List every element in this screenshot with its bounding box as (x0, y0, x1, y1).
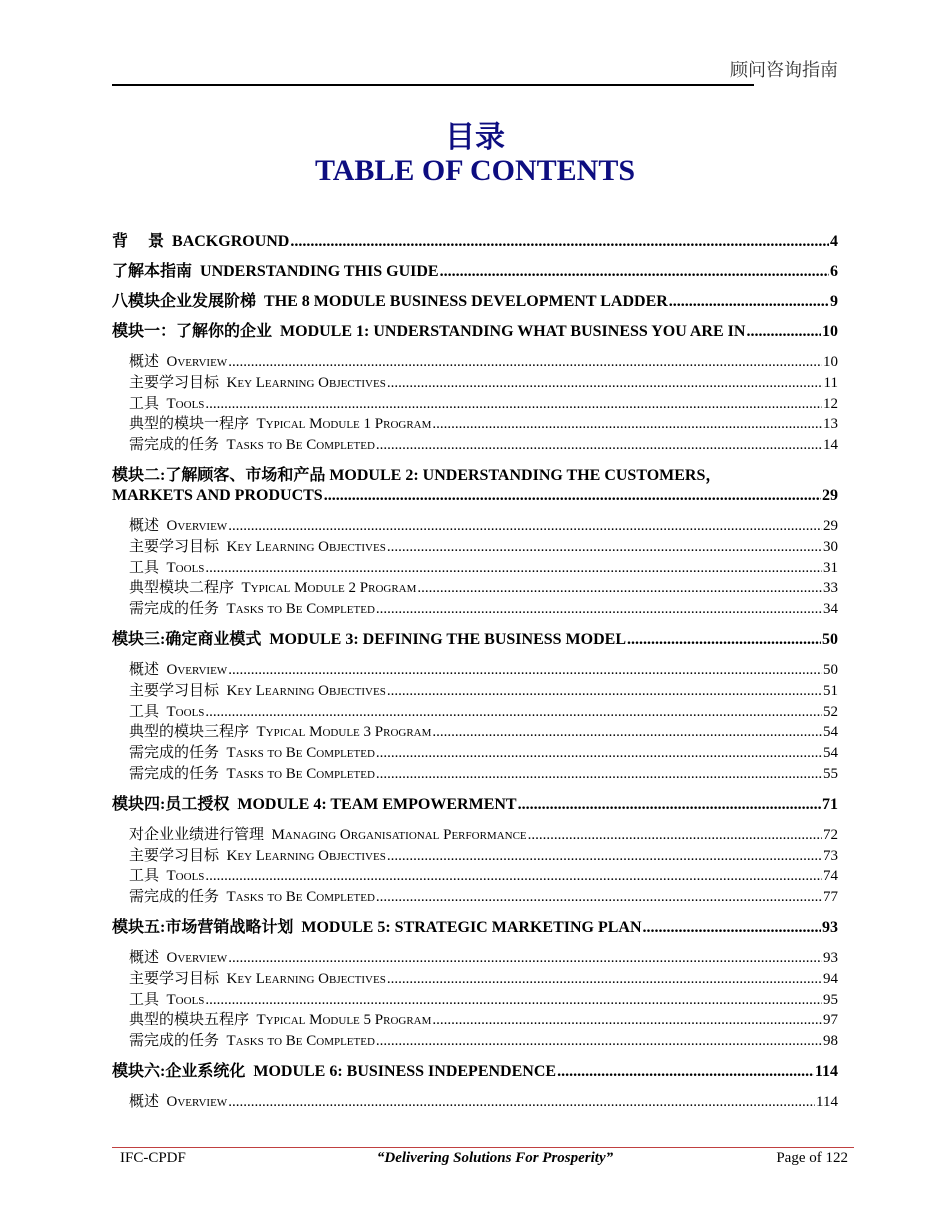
subentry-page: 73 (823, 847, 838, 864)
subentry-page: 55 (823, 765, 838, 782)
subentry-cn: 概述 (129, 354, 160, 370)
subentry-en: Tasks to Be Completed (226, 437, 375, 454)
toc-subentry[interactable] (112, 578, 838, 599)
subentry-page: 93 (823, 949, 838, 966)
toc-subentry[interactable] (112, 969, 838, 990)
subentry-en: Tools (166, 703, 205, 720)
subentry-page: 98 (823, 1033, 838, 1050)
subentry-en: Tasks to Be Completed (226, 601, 375, 618)
dot-leader (627, 630, 821, 650)
subentry-cn: 对企业业绩进行管理 (129, 826, 265, 843)
dot-leader (376, 887, 822, 908)
dot-leader (387, 969, 822, 990)
toc-subentries-module-3 (112, 660, 838, 785)
subentry-page: 10 (823, 354, 838, 370)
toc-subentry[interactable] (112, 681, 838, 702)
dot-leader (228, 516, 822, 537)
subentry-en: Overview (166, 661, 228, 678)
toc-subentry[interactable] (112, 764, 838, 785)
subentry-en: Tasks to Be Completed (226, 765, 375, 782)
subentry-en: Tasks to Be Completed (226, 889, 375, 906)
subentry-cn: 概述 (129, 517, 160, 534)
toc-entry-module-3[interactable] (112, 630, 838, 650)
toc-page-number: 10 (822, 323, 838, 340)
subentry-cn: 典型模块二程序 (129, 580, 235, 597)
subentry-cn: 概述 (129, 661, 160, 678)
toc-entry-en: MODULE 1: UNDERSTANDING WHAT BUSINESS YOU ARE IN (280, 323, 746, 340)
toc-subentry[interactable] (112, 435, 838, 456)
dot-leader (205, 990, 822, 1011)
subentry-en: Overview (166, 517, 228, 534)
toc-subentries-module-6 (112, 1092, 838, 1113)
subentry-cn: 需完成的任务 (129, 765, 220, 782)
subentry-page: 95 (823, 991, 838, 1008)
toc-subentry[interactable] (112, 1031, 838, 1052)
toc-subentry[interactable] (112, 558, 838, 579)
toc-entry-line-2: MARKETS AND PRODUCTS (112, 486, 323, 504)
subentry-cn: 工具 (129, 395, 160, 412)
toc-title-chinese: 目录 (445, 121, 505, 154)
subentry-page: 29 (823, 517, 838, 534)
dot-leader (205, 394, 822, 415)
subentry-cn: 概述 (129, 1093, 160, 1110)
toc-entry-cn: 模块六:企业系统化 (112, 1062, 246, 1080)
dot-leader (205, 866, 822, 887)
dot-leader (205, 558, 822, 579)
header-rule (112, 84, 754, 86)
subentry-page: 54 (823, 724, 838, 741)
dot-leader (376, 1031, 822, 1052)
toc-entry-cn: 八模块企业发展阶梯 (112, 293, 257, 310)
subentry-page: 30 (823, 538, 838, 555)
dot-leader (290, 232, 829, 252)
subentry-en: Typical Module 2 Program (241, 580, 417, 597)
toc-page-number: 29 (822, 486, 838, 504)
toc-subentry[interactable] (112, 702, 838, 723)
subentry-en: Typical Module 3 Program (256, 724, 432, 741)
toc-entry-cn: 模块三:确定商业模式 (112, 630, 262, 648)
toc-entry-module-2[interactable] (112, 466, 838, 506)
subentry-page: 31 (823, 559, 838, 576)
toc-subentry[interactable] (112, 948, 838, 969)
subentry-cn: 主要学习目标 (129, 970, 220, 987)
subentry-cn: 需完成的任务 (129, 601, 220, 618)
subentry-cn: 典型的模块五程序 (129, 1012, 250, 1029)
toc-page-number: 93 (822, 918, 838, 936)
toc-entry-module-5[interactable] (112, 918, 838, 938)
toc-entry-cn: 了解本指南 (112, 263, 193, 280)
subentry-cn: 需完成的任务 (129, 745, 220, 762)
toc-subentries-module-2 (112, 516, 838, 620)
toc-page-number: 6 (830, 263, 838, 280)
dot-leader (387, 537, 822, 558)
toc-entry-guide[interactable] (112, 262, 838, 282)
subentry-cn: 工具 (129, 868, 160, 885)
subentry-page: 114 (816, 1093, 838, 1110)
toc-subentry[interactable] (112, 990, 838, 1011)
subentry-cn: 主要学习目标 (129, 847, 220, 864)
subentry-page: 14 (823, 437, 838, 454)
subentry-page: 11 (823, 374, 838, 391)
toc-subentry[interactable] (112, 660, 838, 681)
dot-leader (387, 373, 823, 394)
subentry-en: Key Learning Objectives (226, 374, 386, 391)
subentry-en: Key Learning Objectives (226, 970, 386, 987)
dot-leader (440, 262, 829, 282)
subentry-en: Managing Organisational Performance (271, 826, 527, 843)
subentry-cn: 概述 (129, 949, 160, 966)
dot-leader (432, 1010, 822, 1031)
dot-leader (387, 846, 822, 867)
dot-leader (518, 795, 821, 815)
toc-entry-en: BACKGROUND (172, 233, 290, 250)
subentry-en: Key Learning Objectives (226, 538, 386, 555)
subentry-page: 12 (823, 395, 838, 412)
subentry-page: 77 (823, 889, 838, 906)
subentry-en: Typical Module 1 Program (256, 416, 432, 433)
subentry-page: 52 (823, 703, 838, 720)
dot-leader (376, 743, 822, 764)
subentry-en: Tasks to Be Completed (226, 745, 375, 762)
toc-subentry[interactable] (112, 825, 838, 846)
dot-leader (228, 352, 822, 373)
subentry-cn: 需完成的任务 (129, 1033, 220, 1050)
dot-leader (205, 702, 822, 723)
toc-entry-ladder[interactable] (112, 292, 838, 312)
dot-leader (432, 722, 822, 743)
toc-page-number: 50 (822, 630, 838, 648)
toc-entry-background[interactable] (112, 232, 838, 252)
toc-entry-en: UNDERSTANDING THIS GUIDE (200, 263, 439, 280)
footer-slogan: “Delivering Solutions For Prosperity” (376, 1150, 614, 1166)
toc-subentry[interactable] (112, 846, 838, 867)
subentry-cn: 典型的模块一程序 (129, 416, 250, 433)
subentry-page: 74 (823, 868, 838, 885)
subentry-cn: 工具 (129, 559, 160, 576)
toc-entry-en: MODULE 5: STRATEGIC MARKETING PLAN (301, 918, 642, 936)
subentry-en: Overview (166, 354, 228, 370)
toc-subentries-module-5 (112, 948, 838, 1052)
toc-entry-cn: 模块四:员工授权 (112, 795, 230, 813)
table-of-contents (112, 232, 838, 1113)
toc-entry-cn: 模块一：了解你的企业 (112, 323, 273, 340)
toc-subentry[interactable] (112, 1092, 838, 1113)
dot-leader (432, 414, 822, 435)
footer-rule (112, 1147, 854, 1148)
subentry-page: 33 (823, 580, 838, 597)
dot-leader (376, 764, 822, 785)
toc-entry-cn: 模块五:市场营销战略计划 (112, 918, 294, 936)
dot-leader (557, 1062, 814, 1082)
dot-leader (228, 948, 822, 969)
toc-entry-cn: 背 景 (112, 233, 165, 250)
subentry-en: Tools (166, 868, 205, 885)
toc-entry-en: MODULE 3: DEFINING THE BUSINESS MODEL (269, 630, 626, 648)
toc-subentry[interactable] (112, 599, 838, 620)
dot-leader (669, 292, 829, 312)
subentry-en: Overview (166, 1093, 228, 1110)
subentry-cn: 主要学习目标 (129, 682, 220, 699)
subentry-cn: 需完成的任务 (129, 437, 220, 454)
subentry-en: Tools (166, 395, 205, 412)
toc-subentry[interactable] (112, 866, 838, 887)
dot-leader (387, 681, 822, 702)
subentry-en: Tools (166, 559, 205, 576)
subentry-page: 50 (823, 661, 838, 678)
footer-page-number: Page of 122 (776, 1150, 848, 1166)
toc-page-number: 9 (830, 293, 838, 310)
subentry-page: 34 (823, 601, 838, 618)
subentry-page: 54 (823, 745, 838, 762)
subentry-cn: 主要学习目标 (129, 374, 220, 391)
subentry-en: Typical Module 5 Program (256, 1012, 432, 1029)
subentry-en: Key Learning Objectives (226, 847, 386, 864)
toc-subentry[interactable] (112, 537, 838, 558)
subentry-cn: 工具 (129, 703, 160, 720)
toc-entry-en: MODULE 4: TEAM EMPOWERMENT (237, 795, 517, 813)
toc-subentry[interactable] (112, 394, 838, 415)
toc-entry-en: MODULE 6: BUSINESS INDEPENDENCE (253, 1062, 557, 1080)
dot-leader (376, 599, 822, 620)
dot-leader (228, 660, 822, 681)
subentry-en: Tasks to Be Completed (226, 1033, 375, 1050)
toc-subentry[interactable] (112, 743, 838, 764)
subentry-cn: 主要学习目标 (129, 538, 220, 555)
toc-title-english: TABLE OF CONTENTS (314, 154, 636, 187)
subentry-en: Overview (166, 949, 228, 966)
toc-subentry[interactable] (112, 516, 838, 537)
toc-page-number: 71 (822, 795, 838, 813)
subentry-page: 72 (823, 826, 838, 843)
subentry-page: 97 (823, 1012, 838, 1029)
dot-leader (228, 1092, 815, 1113)
toc-subentry[interactable] (112, 1010, 838, 1031)
toc-subentry[interactable] (112, 352, 838, 373)
toc-entry-module-6[interactable] (112, 1062, 838, 1082)
subentry-cn: 工具 (129, 991, 160, 1008)
toc-subentry[interactable] (112, 887, 838, 908)
dot-leader (528, 825, 822, 846)
dot-leader (324, 486, 821, 506)
toc-page-number: 4 (830, 233, 838, 250)
running-header: 顾问咨询指南 (730, 60, 838, 80)
toc-subentries-module-1 (112, 352, 838, 456)
dot-leader (643, 918, 821, 938)
dot-leader (376, 435, 822, 456)
subentry-cn: 典型的模块三程序 (129, 724, 250, 741)
subentry-en: Key Learning Objectives (226, 682, 386, 699)
toc-entry-en: THE 8 MODULE BUSINESS DEVELOPMENT LADDER (264, 293, 668, 310)
dot-leader (417, 578, 822, 599)
subentry-page: 94 (823, 970, 838, 987)
toc-subentry[interactable] (112, 373, 838, 394)
toc-subentries-module-4 (112, 825, 838, 908)
footer-organization: IFC-CPDF (120, 1150, 186, 1166)
subentry-en: Tools (166, 991, 205, 1008)
toc-entry-module-4[interactable] (112, 795, 838, 815)
dot-leader (746, 322, 821, 342)
subentry-page: 13 (823, 416, 838, 433)
toc-page-number: 114 (814, 1062, 838, 1080)
subentry-page: 51 (823, 682, 838, 699)
toc-subentry[interactable] (112, 722, 838, 743)
toc-subentry[interactable] (112, 414, 838, 435)
toc-entry-line-1: 模块二:了解顾客、市场和产品 MODULE 2: UNDERSTANDING THE CUSTOMERS， (112, 466, 722, 484)
toc-entry-module-1[interactable] (112, 322, 838, 342)
subentry-cn: 需完成的任务 (129, 889, 220, 906)
